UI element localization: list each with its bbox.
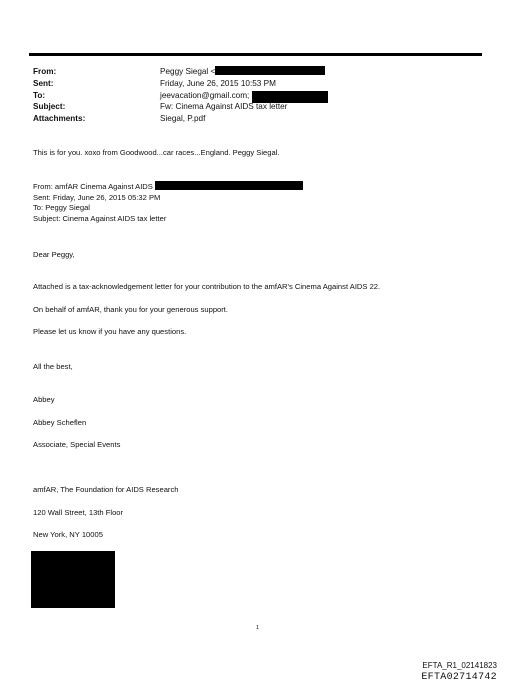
to-label: To: (33, 90, 46, 100)
from-value: Peggy Siegal < (160, 66, 325, 78)
to-address: jeevacation@gmail.com; (160, 90, 250, 100)
signature-full-name: Abbey Scheflen (33, 418, 87, 427)
body-paragraph-3: Please let us know if you have any questions. (33, 327, 187, 336)
to-value (160, 90, 328, 102)
greeting: Dear Peggy, (33, 250, 75, 259)
subject-value: Fw: Cinema Against AIDS tax letter (160, 102, 288, 112)
sent-value: Friday, June 26, 2015 10:53 PM (160, 78, 276, 88)
bates-code-2: EFTA02714742 (421, 672, 497, 683)
redaction-block (215, 66, 325, 75)
organization-name: amfAR, The Foundation for AIDS Research (33, 485, 179, 494)
attachments-row (33, 113, 328, 125)
fwd-from (33, 181, 303, 193)
to-row (33, 90, 328, 102)
address-line-2: New York, NY 10005 (33, 530, 103, 539)
page-number: 1 (256, 625, 260, 631)
signature-first-name: Abbey (33, 395, 55, 404)
from-name: Peggy Siegal (160, 67, 209, 76)
header-rule (29, 53, 482, 56)
forwarded-header (33, 181, 303, 224)
signature-title: Associate, Special Events (33, 440, 121, 449)
address-line-1: 120 Wall Street, 13th Floor (33, 508, 124, 517)
subject-label: Subject: (33, 102, 66, 112)
intro-text: This is for you. xoxo from Goodwood...car races...England. Peggy Siegal. (33, 148, 280, 157)
redaction-block (155, 181, 303, 190)
subject-row (33, 101, 328, 113)
attachment-link[interactable]: Siegal, P.pdf (160, 114, 206, 124)
fwd-from-text: From: amfAR Cinema Against AIDS (33, 182, 153, 191)
body-paragraph-1: Attached is a tax-acknowledgement letter for your contribution to the amfAR's Cinema Against AIDS 22. (33, 282, 381, 291)
email-header (33, 66, 328, 125)
closing: All the best, (33, 362, 73, 371)
from-row (33, 66, 328, 78)
bates-code-1: EFTA_R1_02141823 (422, 661, 497, 670)
fwd-sent: Sent: Friday, June 26, 2015 05:32 PM (33, 192, 161, 202)
from-label: From: (33, 67, 57, 76)
redaction-block (31, 551, 115, 608)
sent-row (33, 78, 328, 90)
body-paragraph-2: On behalf of amfAR, thank you for your generous support. (33, 305, 229, 314)
sent-label: Sent: (33, 78, 54, 88)
fwd-subject: Subject: Cinema Against AIDS tax letter (33, 213, 167, 223)
attachments-label: Attachments: (33, 114, 86, 124)
fwd-to: To: Peggy Siegal (33, 203, 90, 213)
